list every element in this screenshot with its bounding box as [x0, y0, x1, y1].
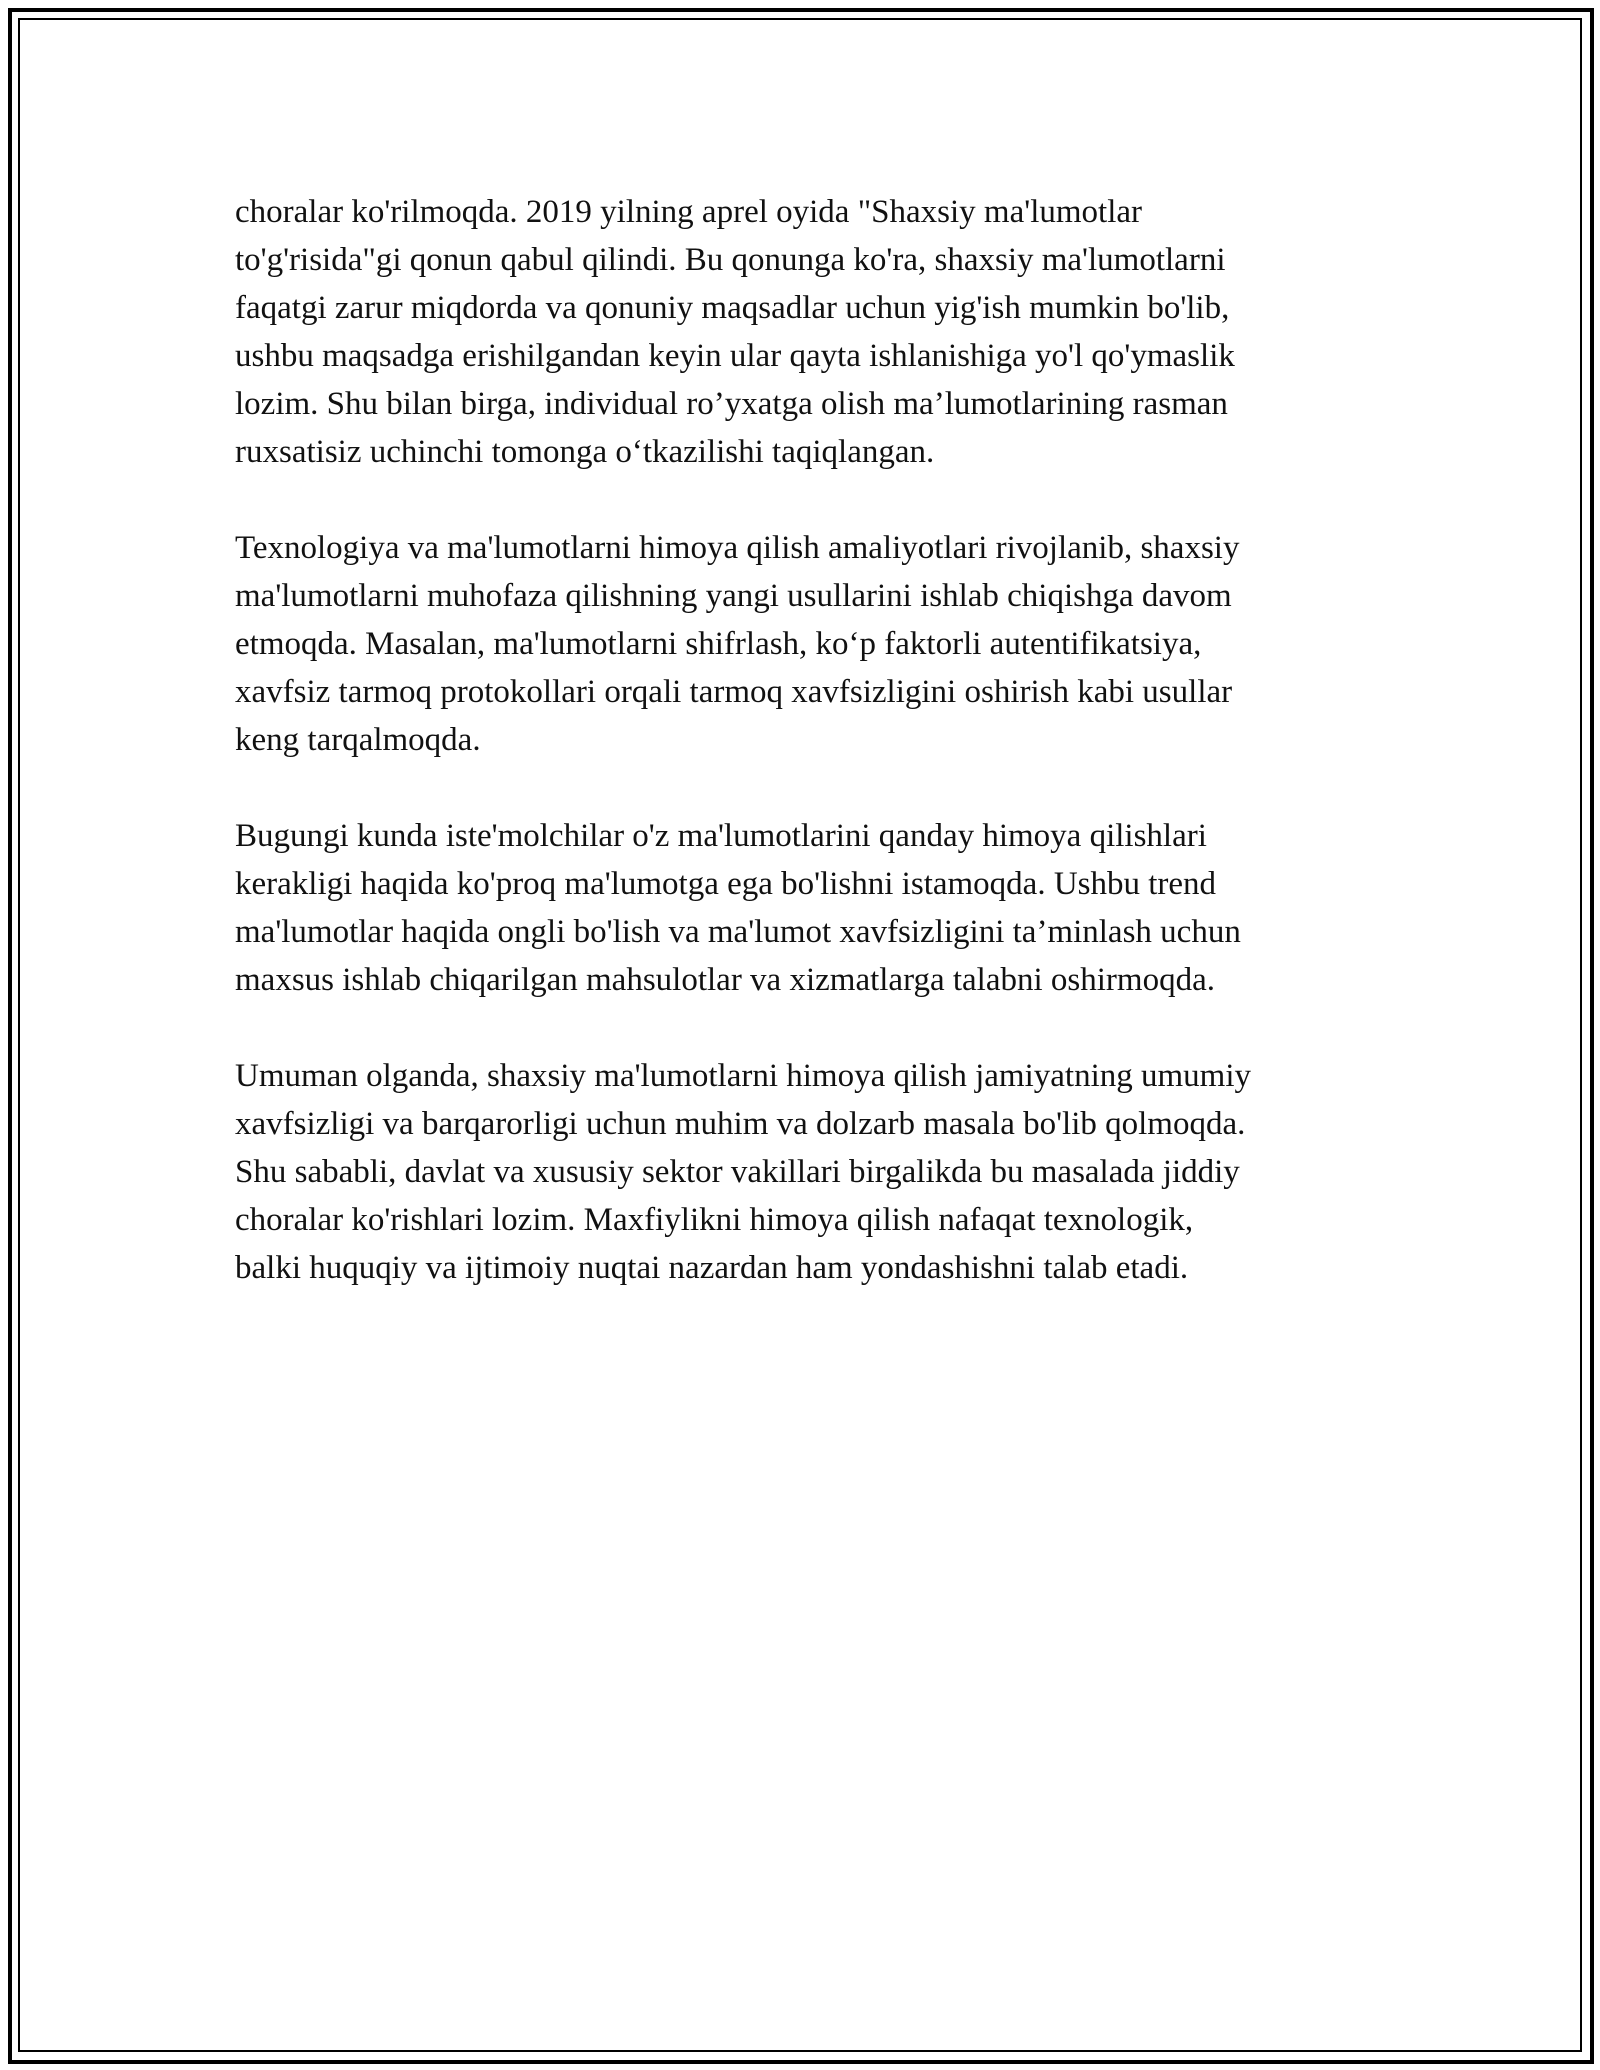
text-line: balki huquqiy va ijtimoiy nuqtai nazardan ham yondashishni talab etadi.: [235, 1250, 1189, 1286]
paragraph-3: [235, 812, 1385, 1004]
text-line: choralar ko'rilmoqda. 2019 yilning aprel oyida "Shaxsiy ma'lumotlar: [235, 194, 1143, 230]
text-line: Bugungi kunda iste'molchilar o'z ma'lumotlarini qanday himoya qilishlari: [235, 818, 1207, 854]
text-line: to'g'risida"gi qonun qabul qilindi. Bu qonunga ko'ra, shaxsiy ma'lumotlarni: [235, 242, 1226, 278]
text-line: Umuman olganda, shaxsiy ma'lumotlarni himoya qilish jamiyatning umumiy: [235, 1058, 1251, 1094]
text-line: kerakligi haqida ko'proq ma'lumotga ega bo'lishni istamoqda. Ushbu trend: [235, 866, 1217, 902]
text-line: lozim. Shu bilan birga, individual ro’yxatga olish ma’lumotlarining rasman: [235, 386, 1228, 422]
paragraph-2: [235, 524, 1385, 764]
document-body: [235, 188, 1385, 1340]
text-line: etmoqda. Masalan, ma'lumotlarni shifrlash, ko‘p faktorli autentifikatsiya,: [235, 626, 1202, 662]
text-line: ushbu maqsadga erishilgandan keyin ular qayta ishlanishiga yo'l qo'ymaslik: [235, 338, 1235, 374]
text-line: Shu sababli, davlat va xususiy sektor vakillari birgalikda bu masalada jiddiy: [235, 1154, 1240, 1190]
text-line: Texnologiya va ma'lumotlarni himoya qilish amaliyotlari rivojlanib, shaxsiy: [235, 530, 1240, 566]
text-line: ma'lumotlar haqida ongli bo'lish va ma'lumot xavfsizligini ta’minlash uchun: [235, 914, 1241, 950]
text-line: choralar ko'rishlari lozim. Maxfiylikni himoya qilish nafaqat texnologik,: [235, 1202, 1194, 1238]
text-line: xavfsizligi va barqarorligi uchun muhim va dolzarb masala bo'lib qolmoqda.: [235, 1106, 1246, 1142]
text-line: maxsus ishlab chiqarilgan mahsulotlar va xizmatlarga talabni oshirmoqda.: [235, 962, 1215, 998]
text-line: ma'lumotlarni muhofaza qilishning yangi usullarini ishlab chiqishga davom: [235, 578, 1232, 614]
paragraph-1: [235, 188, 1385, 476]
text-line: xavfsiz tarmoq protokollari orqali tarmoq xavfsizligini oshirish kabi usullar: [235, 674, 1233, 710]
paragraph-4: [235, 1052, 1385, 1292]
text-line: ruxsatisiz uchinchi tomonga o‘tkazilishi taqiqlangan.: [235, 434, 935, 470]
text-line: keng tarqalmoqda.: [235, 722, 481, 758]
text-line: faqatgi zarur miqdorda va qonuniy maqsadlar uchun yig'ish mumkin bo'lib,: [235, 290, 1230, 326]
